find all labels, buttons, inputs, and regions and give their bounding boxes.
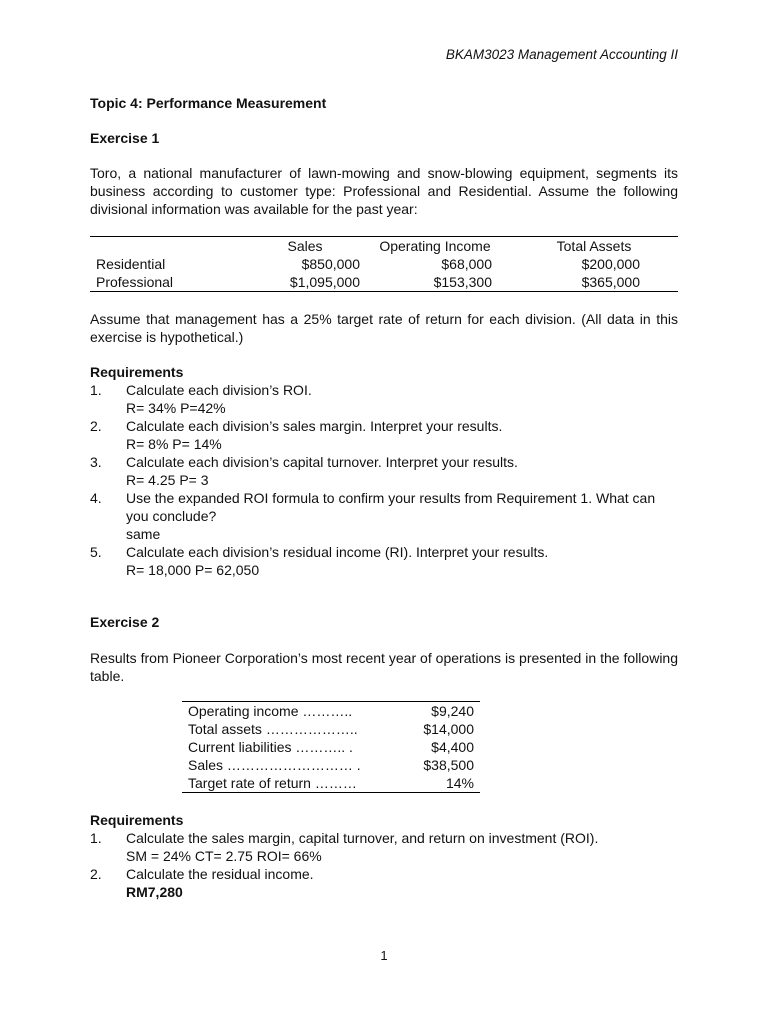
requirement-answer: R= 8% P= 14% (126, 436, 222, 452)
table-row (182, 774, 480, 793)
requirement-number: 2. (90, 866, 102, 882)
table-cell: $365,000 (581, 274, 640, 290)
table-header: Sales (287, 238, 323, 254)
requirement-item (90, 489, 678, 525)
table-cell: Residential (96, 256, 166, 272)
table-cell-label: Current liabilities ……….. . (188, 739, 353, 755)
table-row (182, 756, 480, 774)
topic-title: Topic 4: Performance Measurement (90, 95, 327, 111)
table-row (182, 720, 480, 738)
exercise-1-intro: Toro, a national manufacturer of lawn-mowing and snow-blowing equipment, segments its business according to customer type: Professional and Residential. Assume the following divisional information was available for the past year: (90, 165, 678, 217)
pioneer-table (182, 701, 480, 793)
table-cell: $1,095,000 (289, 274, 360, 290)
exercise-1-title: Exercise 1 (90, 130, 160, 146)
table-cell: $68,000 (441, 256, 492, 272)
requirement-number: 1. (90, 830, 102, 846)
table-header: Total Assets (556, 238, 632, 254)
requirement-text: Calculate each division’s ROI. (126, 382, 312, 398)
requirement-answer: SM = 24% CT= 2.75 ROI= 66% (126, 848, 322, 864)
requirement-text: Calculate the sales margin, capital turnover, and return on investment (ROI). (126, 830, 599, 846)
requirement-item (90, 453, 678, 471)
table-cell-value: $14,000 (423, 721, 474, 737)
requirement-text: Calculate each division’s capital turnover. Interpret your results. (126, 454, 518, 470)
requirement-item (90, 417, 678, 435)
table-cell: $200,000 (581, 256, 640, 272)
requirement-number: 5. (90, 544, 102, 560)
table-cell-value: 14% (445, 775, 474, 791)
requirement-answer: R= 34% P=42% (126, 400, 226, 416)
requirement-text: Calculate each division’s sales margin. Interpret your results. (126, 418, 503, 434)
table-header-row (90, 237, 678, 256)
requirement-item (90, 865, 678, 883)
requirements-heading: Requirements (90, 364, 184, 380)
requirement-text: Use the expanded ROI formula to confirm your results from Requirement 1. What can you conclude? (126, 490, 656, 524)
requirement-answer: RM7,280 (126, 884, 183, 900)
exercise-1-requirements (90, 363, 678, 579)
document-page (90, 0, 678, 1024)
division-table (90, 236, 678, 292)
exercise-2-intro: Results from Pioneer Corporation’s most recent year of operations is presented in the following table. (90, 650, 678, 684)
table-row (90, 273, 678, 292)
requirement-number: 1. (90, 382, 102, 398)
table-header (90, 237, 250, 256)
table-cell-value: $4,400 (431, 739, 474, 755)
table-cell-label: Target rate of return ……… (188, 775, 357, 791)
course-header: BKAM3023 Management Accounting II (445, 47, 678, 62)
page-number: 1 (380, 948, 388, 963)
table-row (182, 702, 480, 721)
table-cell-label: Operating income ……….. (188, 703, 353, 719)
table-cell: $153,300 (433, 274, 492, 290)
exercise-2-requirements (90, 811, 678, 901)
requirement-answer: same (126, 526, 161, 542)
requirement-number: 4. (90, 490, 102, 506)
table-cell-value: $38,500 (423, 757, 474, 773)
table-cell-label: Total assets ……………….. (188, 721, 358, 737)
table-row (182, 738, 480, 756)
table-row (90, 255, 678, 273)
table-header: Operating Income (379, 238, 491, 254)
table-cell-value: $9,240 (431, 703, 474, 719)
table-cell: $850,000 (301, 256, 360, 272)
exercise-2-title: Exercise 2 (90, 614, 160, 630)
requirement-answer: R= 18,000 P= 62,050 (126, 562, 260, 578)
requirement-item (90, 829, 678, 847)
requirement-item (90, 543, 678, 561)
requirement-text: Calculate each division’s residual income (RI). Interpret your results. (126, 544, 549, 560)
requirement-number: 2. (90, 418, 102, 434)
exercise-1-assumption: Assume that management has a 25% target rate of return for each division. (All data in this exercise is hypothetical.) (90, 311, 678, 345)
requirement-item (90, 381, 678, 399)
table-cell-label: Sales ……………………… . (188, 757, 361, 773)
requirement-answer: R= 4.25 P= 3 (126, 472, 209, 488)
requirements-heading: Requirements (90, 812, 184, 828)
requirement-text: Calculate the residual income. (126, 866, 314, 882)
table-cell: Professional (96, 274, 174, 290)
requirement-number: 3. (90, 454, 102, 470)
